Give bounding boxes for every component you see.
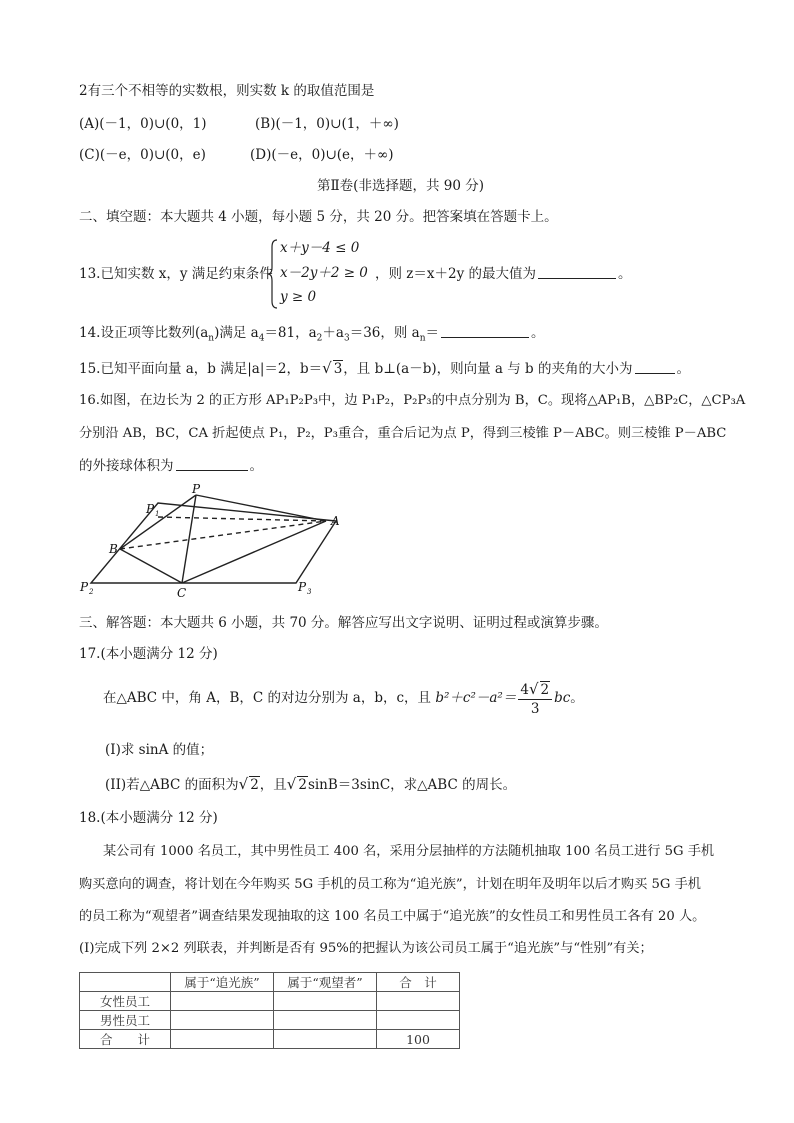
- q12-option-b: (B)(－1，0)∪(1，＋∞): [255, 116, 399, 132]
- q17-part2-text-2: ，且: [259, 777, 287, 793]
- label-p1-sub: 1: [155, 510, 160, 518]
- q13-answer-blank: [538, 265, 616, 279]
- table-row: [80, 1030, 460, 1049]
- q13-prefix: 13.已知实数 x，y 满足约束条件: [79, 266, 273, 282]
- table-header-cell: 属于“观望者”: [274, 973, 377, 992]
- q14-sub-4: 3: [343, 333, 350, 344]
- q16-end: 。: [249, 458, 263, 474]
- q14-text-5: ＝36，则 a: [349, 325, 420, 341]
- q14-text-3: ＝81，a: [264, 325, 317, 341]
- section3-heading: 三、解答题：本大题共 6 小题，共 70 分。解答应写出文字说明、证明过程或演算步骤。: [79, 615, 608, 631]
- q15-text-1: 15.已知平面向量 a，b 满足|a|＝2，b＝: [79, 361, 323, 377]
- table-cell: [377, 1011, 460, 1030]
- table-header-cell: [80, 973, 171, 992]
- contingency-table: [79, 972, 460, 1049]
- q17-num-radicand: 2: [540, 681, 550, 698]
- edge-bc: [120, 549, 182, 583]
- q17-title: 17.(本小题满分 12 分): [79, 646, 218, 662]
- table-cell: 合 计: [80, 1030, 171, 1049]
- q14-end: 。: [531, 325, 545, 341]
- sqrt-sign-icon: √: [238, 775, 249, 793]
- table-cell: [274, 1011, 377, 1030]
- q17-fraction: [518, 680, 552, 718]
- q17-stem-text: 在△ABC 中，角 A，B，C 的对边分别为 a，b，c，且: [103, 690, 432, 706]
- q17-formula-tail: bc: [554, 690, 571, 706]
- label-p: P: [192, 483, 201, 496]
- q16-line-3: [79, 457, 263, 475]
- table-row: [80, 1011, 460, 1030]
- q17-stem: [103, 678, 584, 718]
- table-cell: 女性员工: [80, 992, 171, 1011]
- label-p3-sub: 3: [307, 588, 312, 596]
- q13-constraint-1: x＋y－4 ≤ 0: [280, 240, 360, 256]
- q17-part2: [105, 775, 516, 794]
- label-p1: P: [146, 502, 155, 516]
- q17-part2-text-3: sinB＝3sinC，求△ABC 的周长。: [307, 777, 517, 793]
- q17-fraction-numerator: [518, 680, 552, 700]
- q12-stem-tail: 2有三个不相等的实数根，则实数 k 的取值范围是: [79, 83, 375, 99]
- label-p2-sub: 2: [89, 588, 94, 596]
- q17-fraction-denominator: 3: [530, 700, 540, 717]
- table-header-cell: 属于“追光族”: [171, 973, 274, 992]
- q17-formula-lhs: b²＋c²－a²＝: [435, 690, 517, 706]
- sqrt-sign-icon: √: [528, 679, 539, 698]
- q13-suffix-line: [375, 265, 632, 283]
- label-p2: P: [80, 580, 89, 594]
- q12-option-c: (C)(－e，0)∪(0，e): [79, 147, 206, 163]
- sqrt-sign-icon: √: [322, 359, 332, 377]
- table-cell: [171, 1011, 274, 1030]
- q15-answer-blank: [635, 360, 675, 374]
- table-cell: [274, 1030, 377, 1049]
- label-a: A: [331, 514, 340, 528]
- q14-text-2: )满足 a: [214, 325, 259, 341]
- table-cell: [377, 992, 460, 1011]
- volume2-title: 第Ⅱ卷(非选择题，共 90 分): [317, 178, 484, 194]
- q17-part1: (I)求 sinA 的值；: [105, 742, 214, 758]
- q17-stem-end: 。: [570, 690, 584, 706]
- q17-part2-text-1: (II)若△ABC 的面积为: [105, 777, 239, 793]
- q15-text-2: ，且 b⊥(a－b)，则向量 a 与 b 的夹角的大小为: [343, 361, 633, 377]
- left-brace-icon: [268, 239, 280, 309]
- q14-sub-1: n: [208, 333, 215, 344]
- q16-line-1: 16.如图，在边长为 2 的正方形 AP₁P₂P₃中，边 P₁P₂，P₂P₃的中点分别为 B，C。现将△AP₁B，△BP₂C，△CP₃A: [79, 393, 746, 408]
- q15-radicand: 3: [333, 361, 343, 377]
- q14-sub-2: 4: [258, 333, 265, 344]
- q14-text-4: ＋a: [322, 325, 344, 341]
- q18-para-2: 购买意向的调查，将计划在今年购买 5G 手机的员工称为“追光族”，计划在明年及明年以后才购买 5G 手机: [79, 877, 701, 892]
- q16-answer-blank: [176, 457, 248, 471]
- q16-line-3-text: 的外接球体积为: [79, 458, 174, 474]
- q13-suffix: ，则 z＝x＋2y 的最大值为: [375, 266, 537, 282]
- label-b: B: [109, 542, 118, 556]
- q13-end: 。: [618, 266, 632, 282]
- q17-part2-radicand-1: 2: [250, 777, 259, 793]
- q13-constraint-2: x－2y＋2 ≥ 0: [280, 265, 368, 281]
- table-cell: [171, 1030, 274, 1049]
- q18-para-3: 的员工称为“观望者”调查结果发现抽取的这 100 名员工中属于“追光族”的女性员工和男性员工各有 20 人。: [79, 909, 706, 924]
- q12-option-d: (D)(－e，0)∪(e，＋∞): [250, 147, 394, 163]
- label-c: C: [177, 586, 187, 600]
- table-cell: [171, 992, 274, 1011]
- q16-line-2: 分别沿 AB，BC，CA 折起使点 P₁，P₂，P₃重合，重合后记为点 P，得到三棱锥 P－ABC。则三棱锥 P－ABC: [79, 426, 727, 441]
- table-cell: [274, 992, 377, 1011]
- q18-part1: (I)完成下列 2×2 列联表，并判断是否有 95%的把握认为该公司员工属于“追光族”与“性别”有关；: [79, 941, 653, 956]
- q18-title: 18.(本小题满分 12 分): [79, 810, 218, 826]
- q14-line: [79, 324, 545, 348]
- table-row: [80, 992, 460, 1011]
- section2-heading: 二、填空题：本大题共 4 小题，每小题 5 分，共 20 分。把答案填在答题卡上。: [79, 209, 558, 225]
- table-header-cell: 合 计: [377, 973, 460, 992]
- q14-sub-5: n: [419, 333, 426, 344]
- q13-constraint-3: y ≥ 0: [280, 289, 317, 305]
- table-header-row: [80, 973, 460, 992]
- edge-pa: [196, 495, 326, 521]
- q14-answer-blank: [441, 324, 529, 338]
- q18-para-1: 某公司有 1000 名员工，其中男性员工 400 名，采用分层抽样的方法随机抽取 100 名员工进行 5G 手机: [103, 844, 715, 859]
- q14-sub-3: 2: [316, 333, 323, 344]
- q15-end: 。: [676, 361, 690, 377]
- q17-part2-radicand-2: 2: [298, 777, 307, 793]
- q14-text-1: 14.设正项等比数列(a: [79, 325, 209, 341]
- q12-option-a: (A)(－1，0)∪(0，1): [79, 116, 207, 132]
- q14-text-6: ＝: [425, 325, 440, 341]
- q15-line: [79, 359, 690, 378]
- q17-num-coef: 4: [520, 681, 529, 698]
- label-p3: P: [298, 580, 307, 594]
- sqrt-sign-icon: √: [286, 775, 297, 793]
- table-cell: 100: [377, 1030, 460, 1049]
- folded-square-figure: [76, 483, 346, 601]
- table-cell: 男性员工: [80, 1011, 171, 1030]
